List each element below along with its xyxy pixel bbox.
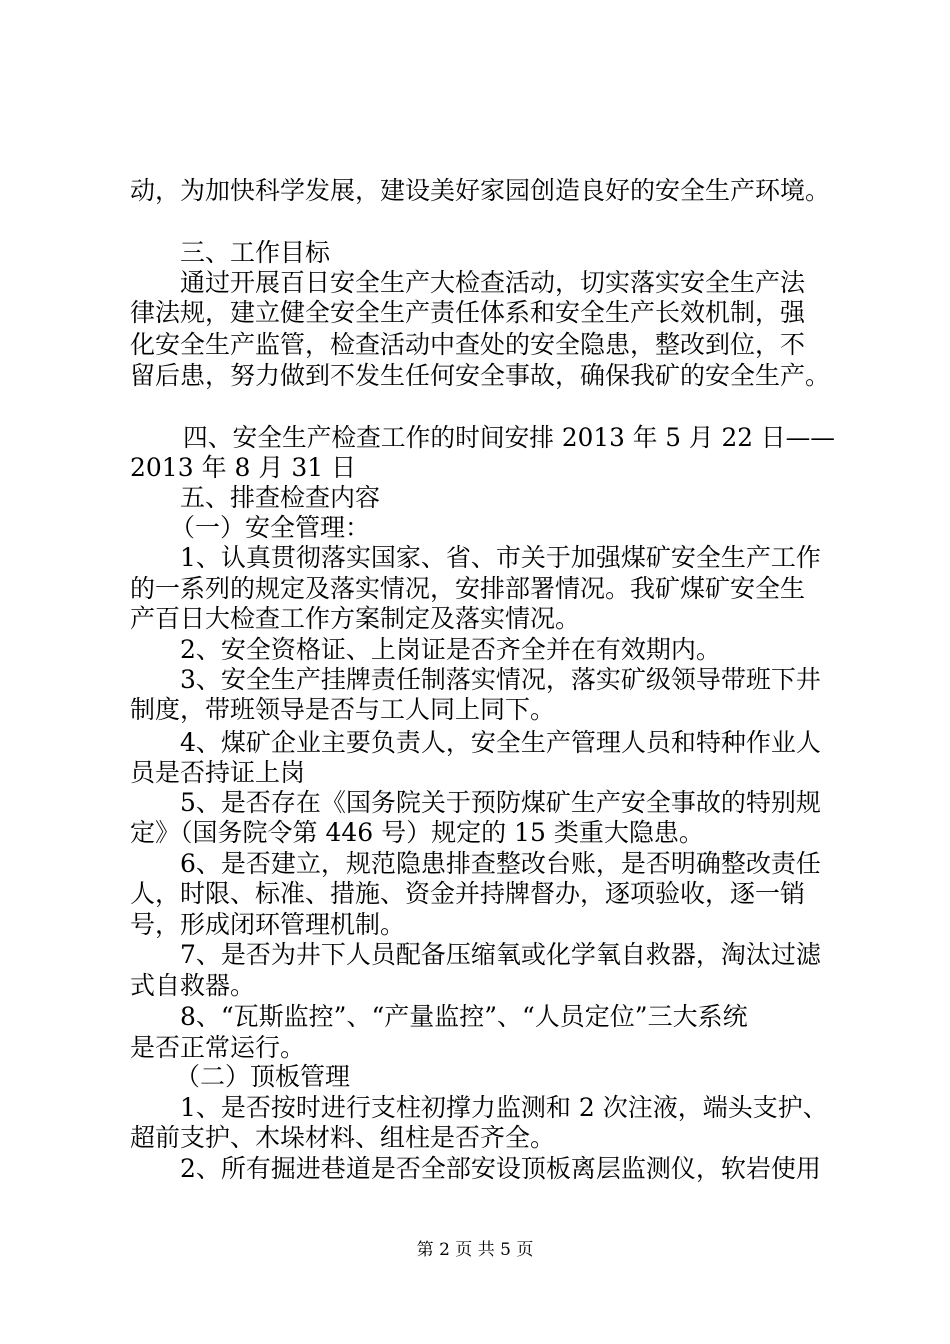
text-line: 是否正常运行。 [130,1033,306,1062]
section-heading: 四、安全生产检查工作的时间安排 2013 年 5 月 22 日—— [183,423,836,452]
text-line: 式自救器。 [130,971,256,1000]
section-heading: 五、排查检查内容 [180,483,381,512]
text-line: 制度，带班领导是否与工人同上同下。 [130,695,556,724]
text-line: 动，为加快科学发展，建设美好家园创造良好的安全生产环境。 [130,176,831,205]
text-line: 留后患，努力做到不发生任何安全事故，确保我矿的安全生产。 [130,361,831,390]
text-line: 员是否持证上岗 [130,758,306,787]
text-line: 产百日大检查工作方案制定及落实情况。 [130,604,581,633]
text-line: 2、安全资格证、上岗证是否齐全并在有效期内。 [180,635,721,664]
section-heading: 三、工作目标 [180,238,331,267]
text-line: 化安全生产监管，检查活动中查处的安全隐患，整改到位，不 [130,330,806,359]
text-line: 律法规，建立健全安全生产责任体系和安全生产长效机制，强 [130,298,806,327]
text-line: 通过开展百日安全生产大检查活动，切实落实安全生产法 [180,268,806,297]
text-line: 定》（国务院令第 446 号）规定的 15 类重大隐患。 [130,818,704,847]
text-line: 6、是否建立，规范隐患排查整改台账，是否明确整改责任 [180,849,821,878]
text-line: 1、是否按时进行支柱初撑力监测和 2 次注液，端头支护、 [180,1093,828,1122]
text-line: 5、是否存在《国务院关于预防煤矿生产安全事故的特别规 [180,788,821,817]
text-line: 8、“瓦斯监控”、“产量监控”、“人员定位”三大系统 [180,1002,748,1031]
text-line: 1、认真贯彻落实国家、省、市关于加强煤矿安全生产工作 [180,543,821,572]
text-line: 4、煤矿企业主要负责人，安全生产管理人员和特种作业人 [180,728,821,757]
text-line: 的一系列的规定及落实情况，安排部署情况。我矿煤矿安全生 [130,574,806,603]
subsection-heading: （二）顶板管理 [175,1062,351,1091]
text-line: 3、安全生产挂牌责任制落实情况，落实矿级领导带班下井 [180,665,821,694]
text-line: 人，时限、标准、措施、资金并持牌督办，逐项验收，逐一销 [130,879,806,908]
text-line: 2、所有掘进巷道是否全部安设顶板离层监测仪，软岩使用 [180,1154,821,1183]
page-number-footer: 第 2 页 共 5 页 [416,1240,534,1260]
text-line: 号，形成闭环管理机制。 [130,910,406,939]
text-line: 超前支护、木垛材料、组柱是否齐全。 [130,1123,556,1152]
text-line: 7、是否为井下人员配备压缩氧或化学氧自救器，淘汰过滤 [180,940,821,969]
subsection-heading: （一）安全管理： [170,513,371,542]
text-line: 2013 年 8 月 31 日 [130,453,357,482]
